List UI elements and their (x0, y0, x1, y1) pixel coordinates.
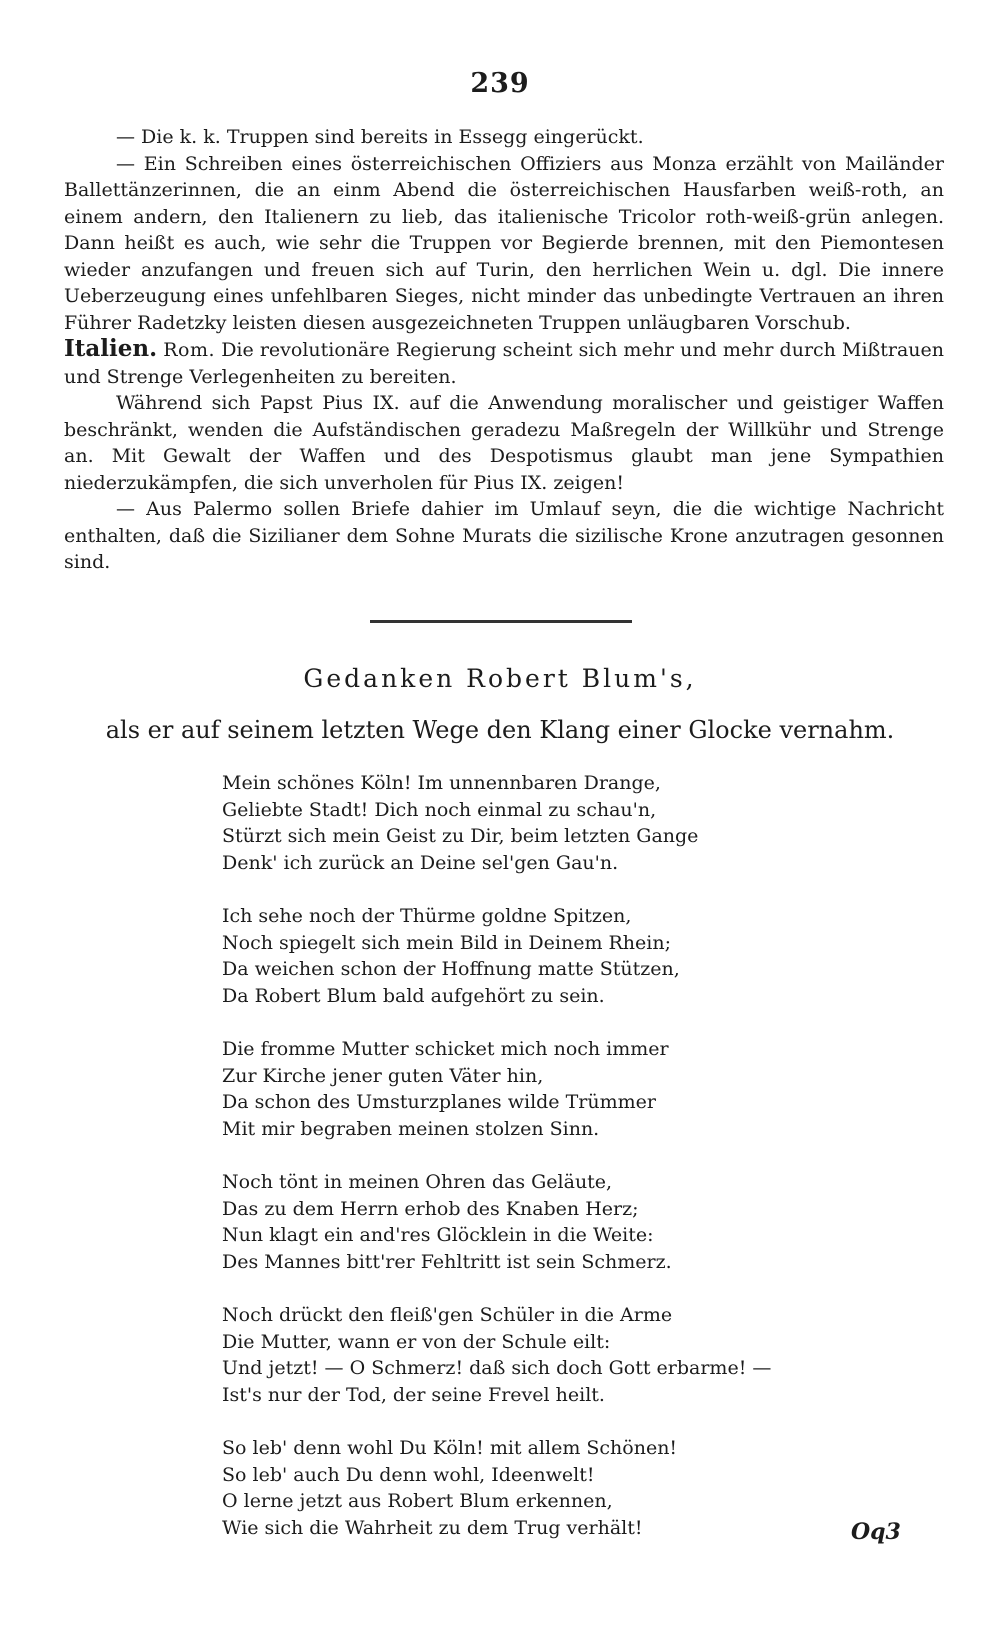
poem-verse: Da schon des Umsturzplanes wilde Trümmer (222, 1091, 656, 1113)
poem-verse: Mit mir begraben meinen stolzen Sinn. (222, 1117, 600, 1140)
poem-verse: Geliebte Stadt! Dich noch einmal zu schau'n, (222, 798, 657, 821)
section-heading: Italien. (64, 335, 158, 362)
poem-stanza (222, 1169, 922, 1275)
news-section (64, 124, 944, 576)
author-signature: Oq3 (851, 1519, 901, 1545)
poem-stanza (222, 770, 922, 876)
poem-verse: So leb' auch Du denn wohl, Ideenwelt! (222, 1463, 595, 1486)
poem-verse: Noch drückt den fleiß'gen Schüler in die Arme (222, 1304, 673, 1326)
poem-verse: So leb' denn wohl Du Köln! mit allem Schönen! (222, 1437, 678, 1459)
dateline: Rom. (163, 339, 216, 361)
news-text: Die revolutionäre Regierung scheint sich mehr und mehr durch Mißtrauen und Strenge Verlegenheiten zu bereiten. (64, 339, 945, 388)
poem-verse: Noch spiegelt sich mein Bild in Deinem Rhein; (222, 931, 671, 954)
poem-verse: Das zu dem Herrn erhob des Knaben Herz; (222, 1197, 639, 1220)
poem-subtitle: als er auf seinem letzten Wege den Klang einer Glocke vernahm. (105, 716, 895, 744)
poem-verse: Da Robert Blum bald aufgehört zu sein. (222, 984, 605, 1007)
section-divider (370, 620, 632, 623)
poem-verse: Denk' ich zurück an Deine sel'gen Gau'n. (222, 851, 619, 874)
poem-body (222, 770, 922, 1568)
poem-stanza (222, 1036, 922, 1142)
poem-verse: Wie sich die Wahrheit zu dem Trug verhält! (222, 1516, 643, 1539)
poem-verse: Ich sehe noch der Thürme goldne Spitzen, (222, 905, 632, 927)
news-paragraph: Während sich Papst Pius IX. auf die Anwendung moralischer und geistiger Waffen beschränkt, wenden die Aufständischen geradezu Maßregeln der Willkühr und Strenge an. Mit Gewalt der Waffen und des Despotismus glaubt man jene Sympathien niederzukämpfen, die sich unverholen für Pius IX. zeigen! (64, 392, 944, 494)
poem-verse: Des Mannes bitt'rer Fehltritt ist sein Schmerz. (222, 1250, 672, 1273)
poem-verse: Nun klagt ein and'res Glöcklein in die Weite: (222, 1224, 654, 1246)
poem-stanza (222, 903, 922, 1009)
poem-verse: Zur Kirche jener guten Väter hin, (222, 1064, 544, 1087)
poem-stanza (222, 1302, 922, 1408)
poem-title: Gedanken Robert Blum's, (303, 664, 697, 693)
poem-verse: Stürzt sich mein Geist zu Dir, beim letzten Gange (222, 825, 699, 847)
poem-verse: Mein schönes Köln! Im unnennbaren Drange, (222, 772, 661, 794)
poem-verse: Da weichen schon der Hoffnung matte Stützen, (222, 958, 680, 980)
news-paragraph (64, 336, 944, 390)
page-number: 239 (470, 68, 530, 99)
poem-stanza (222, 1435, 922, 1541)
poem-verse: Noch tönt in meinen Ohren das Geläute, (222, 1171, 613, 1193)
poem-verse: Die Mutter, wann er von der Schule eilt: (222, 1330, 611, 1353)
news-paragraph: — Ein Schreiben eines österreichischen Offiziers aus Monza erzählt von Mailänder Ballettänzerinnen, die an einm Abend die österreichischen Hausfarben weiß-roth, an einem andern, den Italienern zu lieb, das italienische Tricolor roth-weiß-grün anlegen. Dann heißt es auch, wie sehr die Truppen vor Begierde brennen, mit den Piemontesen wieder anzufangen und freuen sich auf Turin, den herrlichen Wein u. dgl. Die innere Ueberzeugung eines unfehlbaren Sieges, nicht minder das unbedingte Vertrauen an ihren Führer Radetzky leisten diesen ausgezeichneten Truppen unläugbaren Vorschub. (64, 152, 944, 334)
poem-verse: Und jetzt! — O Schmerz! daß sich doch Gott erbarme! — (222, 1357, 772, 1379)
news-paragraph: — Aus Palermo sollen Briefe dahier im Umlauf seyn, die die wichtige Nachricht enthalten, daß die Sizilianer dem Sohne Murats die sizilische Krone anzutragen gesonnen sind. (64, 498, 944, 573)
poem-verse: O lerne jetzt aus Robert Blum erkennen, (222, 1490, 613, 1512)
poem-verse: Die fromme Mutter schicket mich noch immer (222, 1038, 669, 1060)
poem-verse: Ist's nur der Tod, der seine Frevel heilt. (222, 1383, 605, 1406)
news-paragraph: — Die k. k. Truppen sind bereits in Essegg eingerückt. (116, 126, 644, 148)
